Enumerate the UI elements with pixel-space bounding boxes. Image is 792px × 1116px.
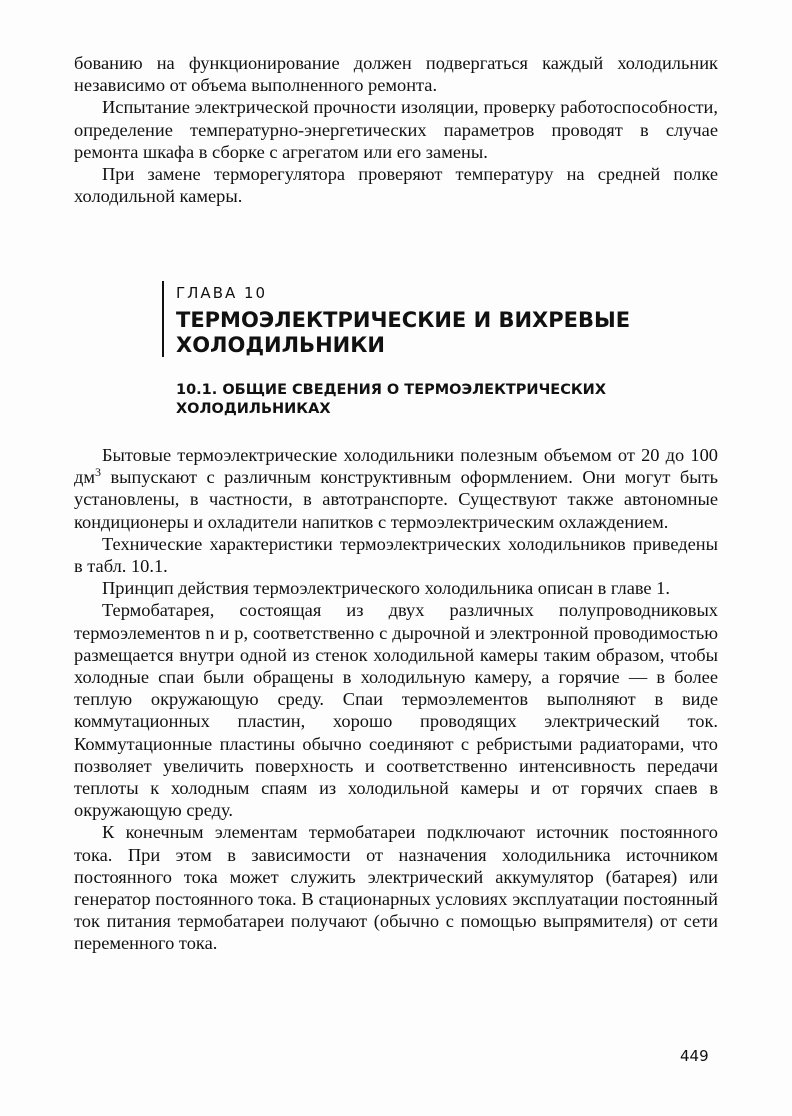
paragraph: Испытание электрической прочности изоляции, проверку работоспособности, определение температурно-энергетических параметров проводят в случае ремонта шкафа в сборке с агрегатом или его замены. xyxy=(74,97,718,162)
chapter-vertical-rule xyxy=(162,281,164,357)
chapter-label: ГЛАВА 10 xyxy=(176,284,268,302)
top-text-block xyxy=(74,52,718,207)
text-run: выпускают с различным конструктивным оформлением. Они могут быть установлены, в частности, в автотранспорте. Существуют также автономные кондиционеры и охладители напитков с термоэлектрическим охлаждением. xyxy=(74,467,718,532)
chapter-title xyxy=(176,308,696,358)
body-text-block xyxy=(74,444,718,955)
paragraph: При замене терморегулятора проверяют температуру на средней полке холодильной камеры. xyxy=(74,164,718,207)
chapter-title-line: ХОЛОДИЛЬНИКИ xyxy=(176,333,385,357)
paragraph: бованию на функционирование должен подвергаться каждый холодильник независимо от объема выполненного ремонта. xyxy=(74,53,718,96)
superscript: 3 xyxy=(95,465,101,480)
paragraph: Термобатарея, состоящая из двух различных полупроводниковых термоэлементов n и p, соответственно с дырочной и электронной проводимостью размещается внутри одной из стенок холодильной камеры таким образом, чтобы холодные спаи были обращены в холодильную камеру, а горячие — в более теплую окружающую среду. Спаи термоэлементов выполняют в виде коммутационных пластин, хорошо проводящих электрический ток. Коммутационные пластины обычно соединяют с ребристыми радиаторами, что позволяет увеличить поверхность и соответственно интенсивность передачи теплоты к холодным спаям из холодильной камеры и от горячих спаев в окружающую среду. xyxy=(74,600,718,821)
paragraph: Технические характеристики термоэлектрических холодильников приведены в табл. 10.1. xyxy=(74,533,718,577)
paragraph: К конечным элементам термобатареи подключают источник постоянного тока. При этом в зависимости от назначения холодильника источником постоянного тока может служить электрический аккумулятор (батарея) или генератор постоянного тока. В стационарных условиях эксплуатации постоянный ток питания термобатареи получают (обычно с помощью выпрямителя) от сети переменного тока. xyxy=(74,822,718,954)
page-number: 449 xyxy=(680,1047,709,1065)
section-title-line: 10.1. ОБЩИЕ СВЕДЕНИЯ О ТЕРМОЭЛЕКТРИЧЕСКИХ xyxy=(176,382,607,398)
paragraph: Принцип действия термоэлектрического холодильника описан в главе 1. xyxy=(102,578,670,599)
paragraph xyxy=(74,444,718,533)
section-title-line: ХОЛОДИЛЬНИКАХ xyxy=(176,401,331,417)
text-run: Бытовые термоэлектрические холодильники полезным объемом от 20 до 100 дм xyxy=(74,445,718,488)
chapter-title-line: ТЕРМОЭЛЕКТРИЧЕСКИЕ И ВИХРЕВЫЕ xyxy=(176,308,631,332)
section-title xyxy=(176,381,696,419)
